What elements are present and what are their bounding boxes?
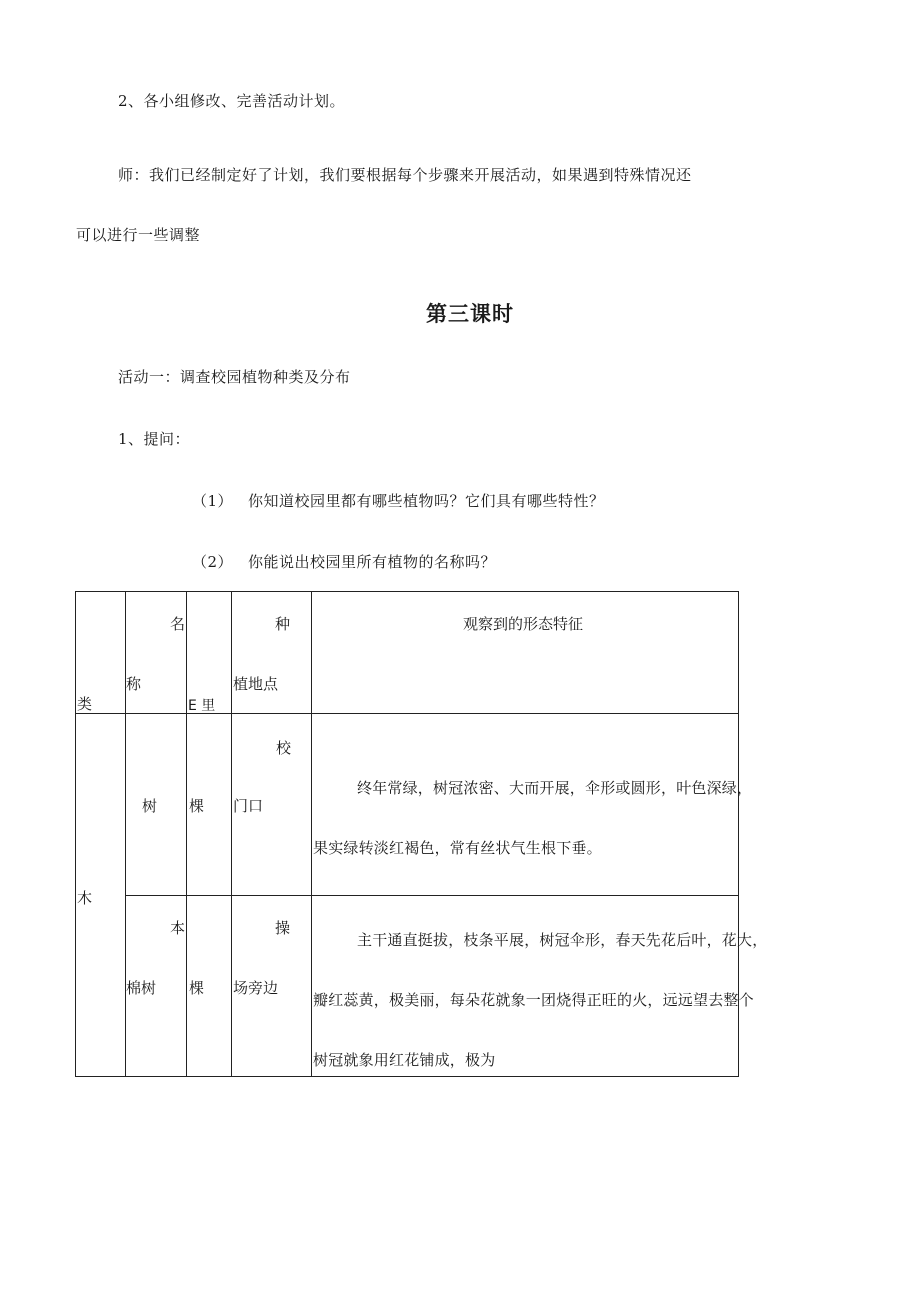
table-row-divider [125, 895, 739, 896]
row2-place-top: 操 [275, 919, 291, 937]
row1-place-bottom: 门口 [233, 797, 264, 815]
row1-place-top: 校 [276, 739, 292, 757]
lesson-title: 第三课时 [426, 302, 514, 326]
row2-features-line2: 瓣红蕊黄，极美丽，每朵花就象一团烧得正旺的火，远远望去整个 [313, 991, 754, 1009]
row2-features-line1: 主干通直挺拔，枝条平展，树冠伞形，春天先花后叶，花大， [357, 931, 768, 949]
table-header-divider [75, 713, 739, 714]
row1-features-line1: 终年常绿，树冠浓密、大而开展，伞形或圆形，叶色深绿， [357, 779, 753, 797]
table-col-divider-4 [311, 591, 312, 1077]
row1-features-line2: 果实绿转淡红褐色，常有丝状气生根下垂。 [313, 839, 602, 857]
group-label: 木 [77, 889, 93, 907]
header-place-bottom: 植地点 [233, 675, 279, 693]
header-name-top: 名 [170, 615, 186, 633]
row2-quantity: 棵 [189, 979, 205, 997]
table-col-divider-1 [125, 591, 126, 1077]
question-1 [192, 490, 605, 511]
header-type: 类 [77, 695, 93, 713]
teacher-line-2: 可以进行一些调整 [76, 226, 201, 244]
ask-label: 1、提问： [118, 430, 191, 448]
table-col-divider-3 [231, 591, 232, 1077]
table-border-bottom [75, 1076, 739, 1077]
activity-heading: 活动一：调查校园植物种类及分布 [118, 368, 351, 386]
table-border-left [75, 591, 76, 1077]
question-2 [192, 551, 496, 572]
table-col-divider-2 [186, 591, 187, 1077]
row2-name-bottom: 棉树 [126, 979, 157, 997]
header-place-top: 种 [275, 615, 291, 633]
plant-survey-table [75, 591, 768, 1077]
row2-place-bottom: 场旁边 [233, 979, 279, 997]
row1-name: 树 [142, 797, 158, 815]
question-2-number: （2） [192, 553, 234, 571]
table-border-top [75, 591, 739, 592]
header-name-bottom: 称 [126, 675, 142, 693]
row2-features-line3: 树冠就象用红花铺成，极为 [313, 1051, 496, 1069]
row1-quantity: 棵 [189, 797, 205, 815]
question-1-text: 你知道校园里都有哪些植物吗？它们具有哪些特性？ [248, 492, 605, 510]
row2-name-top: 本 [170, 919, 186, 937]
header-features: 观察到的形态特征 [463, 615, 584, 633]
step2-text: 2、各小组修改、完善活动计划。 [118, 92, 346, 110]
header-quantity: E 里 [188, 698, 216, 714]
question-1-number: （1） [192, 492, 234, 510]
teacher-line-1: 师：我们已经制定好了计划，我们要根据每个步骤来开展活动，如果遇到特殊情况还 [118, 166, 692, 184]
question-2-text: 你能说出校园里所有植物的名称吗？ [248, 553, 497, 571]
